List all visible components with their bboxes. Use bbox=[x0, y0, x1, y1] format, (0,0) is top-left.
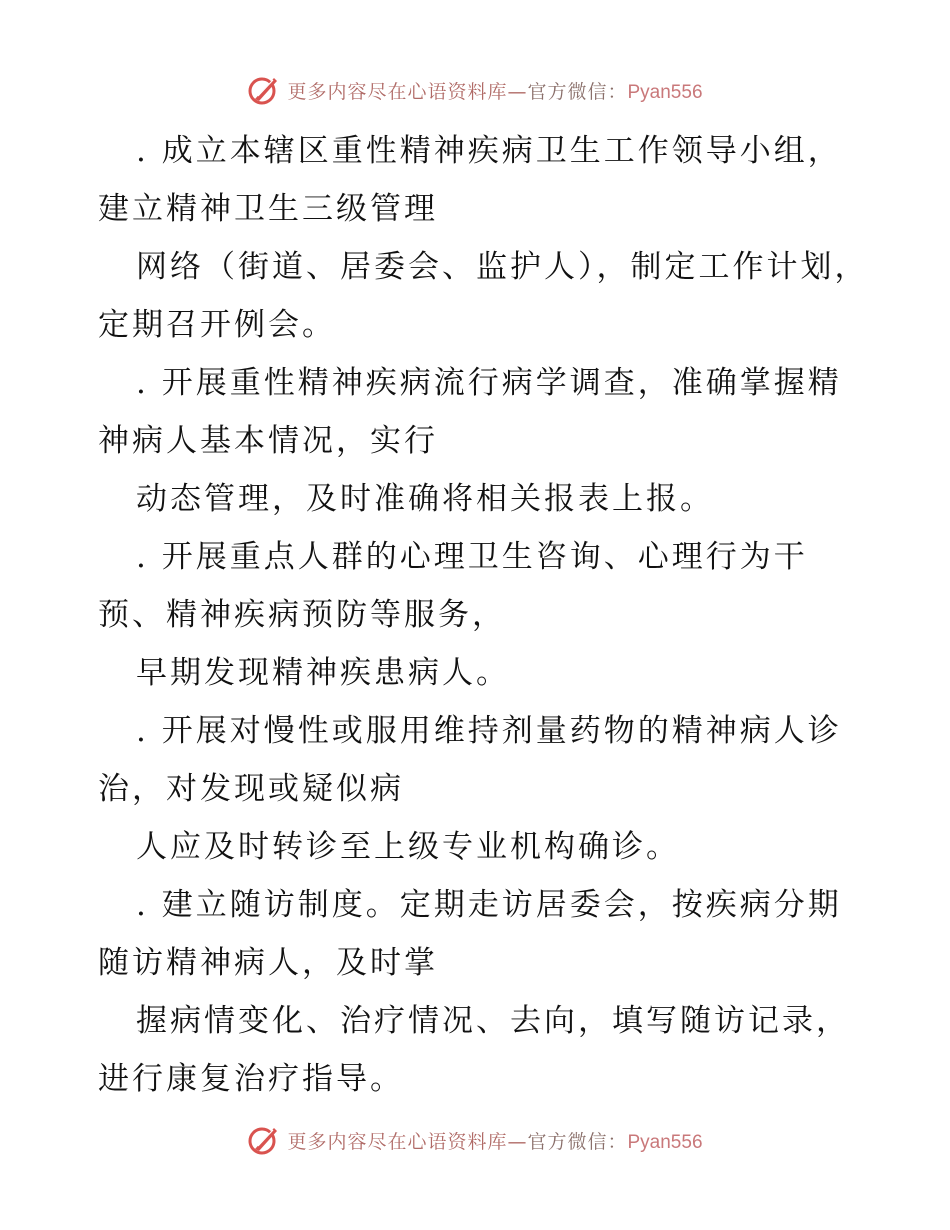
footer-banner bbox=[0, 1120, 950, 1160]
text-line: 网络（街道、居委会、监护人），制定工作计划， bbox=[136, 249, 869, 285]
text-line: . 开展对慢性或服用维持剂量药物的精神病人诊 bbox=[136, 713, 842, 749]
text-line: 早期发现精神疾患病人。 bbox=[136, 655, 510, 691]
banner-text: 更多内容尽在心语资料库—官方微信：Pyan556 bbox=[287, 80, 703, 103]
banner-text: 更多内容尽在心语资料库—官方微信：Pyan556 bbox=[287, 1130, 703, 1153]
text-line: 预、精神疾病预防等服务， bbox=[98, 597, 506, 633]
text-line: 握病情变化、治疗情况、去向，填写随访记录， bbox=[136, 1003, 850, 1039]
text-line: . 成立本辖区重性精神疾病卫生工作领导小组， bbox=[136, 133, 842, 169]
text-line: 定期召开例会。 bbox=[98, 307, 336, 343]
text-line: 随访精神病人，及时掌 bbox=[98, 945, 438, 981]
feather-pen-seal-icon bbox=[247, 1123, 281, 1157]
text-line: 建立精神卫生三级管理 bbox=[98, 191, 438, 227]
text-line: . 开展重点人群的心理卫生咨询、心理行为干 bbox=[136, 539, 808, 575]
text-line: . 建立随访制度。定期走访居委会，按疾病分期 bbox=[136, 887, 842, 923]
feather-pen-seal-icon bbox=[247, 73, 281, 107]
text-line: 进行康复治疗指导。 bbox=[98, 1061, 404, 1097]
text-line: . 开展重性精神疾病流行病学调查，准确掌握精 bbox=[136, 365, 842, 401]
text-line: 人应及时转诊至上级专业机构确诊。 bbox=[136, 829, 680, 865]
text-line: 神病人基本情况，实行 bbox=[98, 423, 438, 459]
text-line: 动态管理，及时准确将相关报表上报。 bbox=[136, 481, 714, 517]
document-body bbox=[98, 122, 878, 1108]
text-line: 治，对发现或疑似病 bbox=[98, 771, 404, 807]
header-banner bbox=[0, 70, 950, 110]
